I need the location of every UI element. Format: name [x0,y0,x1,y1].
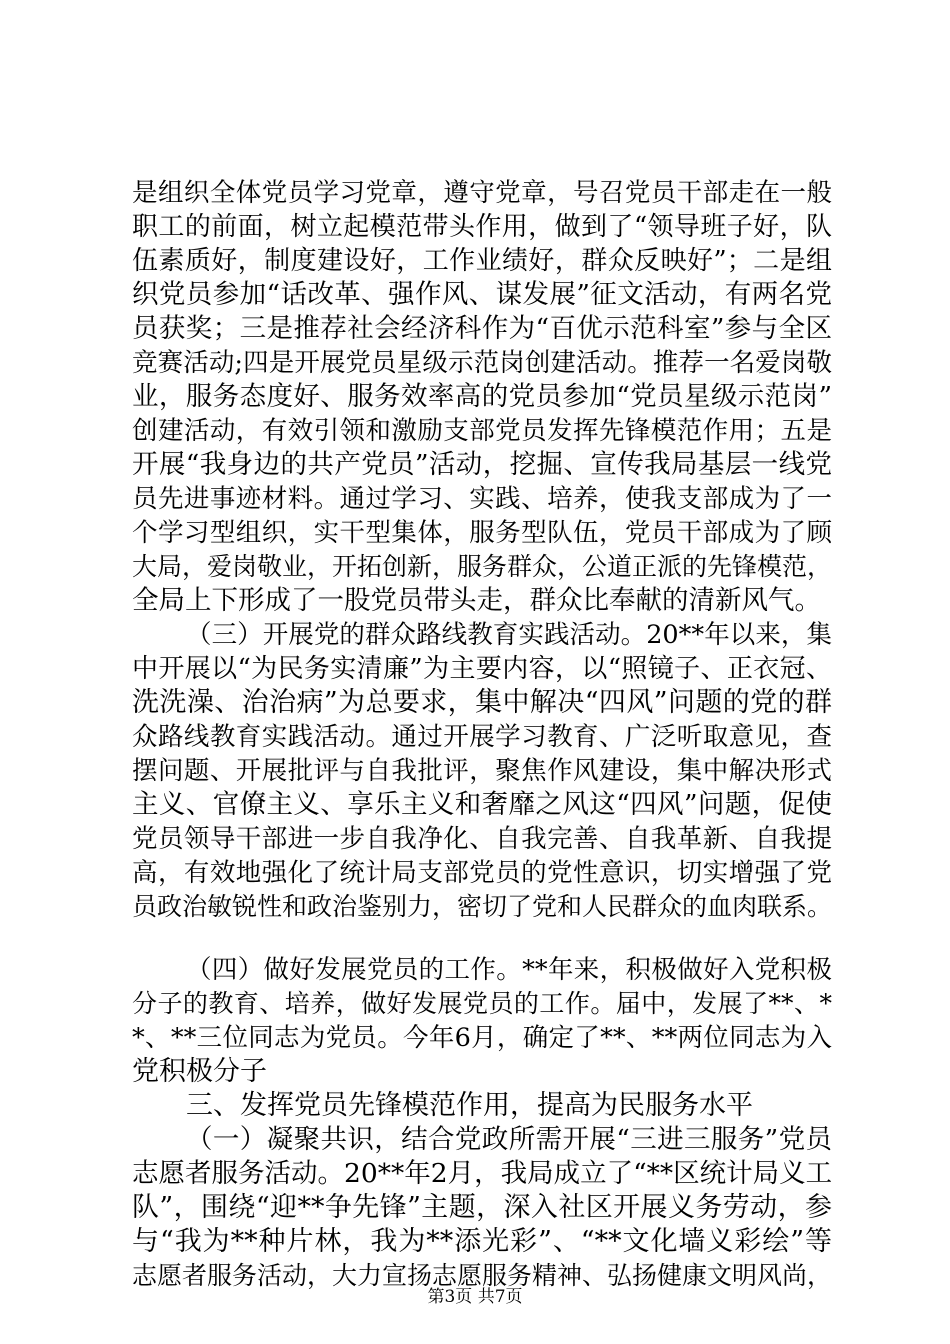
paragraph-line: 队”，围绕“迎**争先锋”主题，深入社区开展义务劳动，参 [132,1192,832,1223]
paragraph-line: 中开展以“为民务实清廉”为主要内容，以“照镜子、正衣冠、 [132,654,832,684]
paragraph-line: 大局，爱岗敬业，开拓创新，服务群众，公道正派的先锋模范， [132,552,833,581]
paragraph-line: 业，服务态度好、服务效率高的党员参加“党员星级示范岗” [132,381,832,412]
paragraph-line: 党员领导干部进一步自我净化、自我完善、自我革新、自我提 [132,824,832,854]
paragraph-line: 摆问题、开展批评与自我批评，聚焦作风建设，集中解决形式 [132,756,832,786]
paragraph-line: 主义、官僚主义、享乐主义和奢靡之风这“四风”问题，促使 [132,789,832,820]
paragraph-line: 与“我为**种片林，我为**添光彩”、“**文化墙义彩绘”等 [132,1226,832,1257]
paragraph-line: 高，有效地强化了统计局支部党员的党性意识，切实增强了党 [132,858,832,888]
paragraph-line: 伍素质好，制度建设好，工作业绩好，群众反映好”；二是组 [132,246,832,276]
paragraph-line: 党积极分子 [132,1056,267,1087]
paragraph-line: 员政治敏锐性和政治鉴别力，密切了党和人民群众的血肉联系。 [132,892,833,921]
paragraph-line: 分子的教育、培养，做好发展党员的工作。届中，发展了**、* [132,989,832,1018]
section-heading: 三、发挥党员先锋模范作用，提高为民服务水平 [186,1090,753,1121]
paragraph-line: （一）凝聚共识，结合党政所需开展“三进三服务”党员 [186,1124,832,1155]
paragraph-line: 创建活动，有效引领和激励支部党员发挥先锋模范作用；五是 [132,416,832,446]
paragraph-line: 是组织全体党员学习党章，遵守党章，号召党员干部走在一般 [132,178,832,208]
paragraph-line: 竞赛活动;四是开展党员星级示范岗创建活动。推荐一名爱岗敬 [132,348,832,378]
paragraph-line: 职工的前面，树立起模范带头作用，做到了“领导班子好，队 [132,212,832,242]
paragraph-line: 洗洗澡、治治病”为总要求，集中解决“四风”问题的党的群 [132,687,832,718]
paragraph-line: 员获奖；三是推荐社会经济科作为“百优示范科室”参与全区 [132,313,832,344]
paragraph-line: 全局上下形成了一股党员带头走，群众比奉献的清新风气。 [132,585,821,616]
paragraph-line: 开展“我身边的共产党员”活动，挖掘、宣传我局基层一线党 [132,449,832,480]
paragraph-line: （四）做好发展党员的工作。**年来，积极做好入党积极 [186,955,832,985]
page-number-footer: 第3页 共7页 [427,1287,523,1307]
paragraph-line: 员先进事迹材料。通过学习、实践、培养，使我支部成为了一 [132,484,832,514]
paragraph-line: 织党员参加“话改革、强作风、谋发展”征文活动，有两名党 [132,279,832,310]
paragraph-line: *、**三位同志为党员。今年6月，确定了**、**两位同志为入 [132,1023,832,1053]
paragraph-line: 志愿者服务活动。20**年2月，我局成立了“**区统计局义工 [132,1158,833,1189]
paragraph-line: 个学习型组织，实干型集体，服务型队伍，党员干部成为了顾 [132,518,832,548]
paragraph-line: 众路线教育实践活动。通过开展学习教育、广泛听取意见，查 [132,722,832,752]
paragraph-line: （三）开展党的群众路线教育实践活动。20**年以来，集 [186,620,832,650]
paragraph-line: 志愿者服务活动，大力宣扬志愿服务精神、弘扬健康文明风尚， [132,1261,833,1290]
